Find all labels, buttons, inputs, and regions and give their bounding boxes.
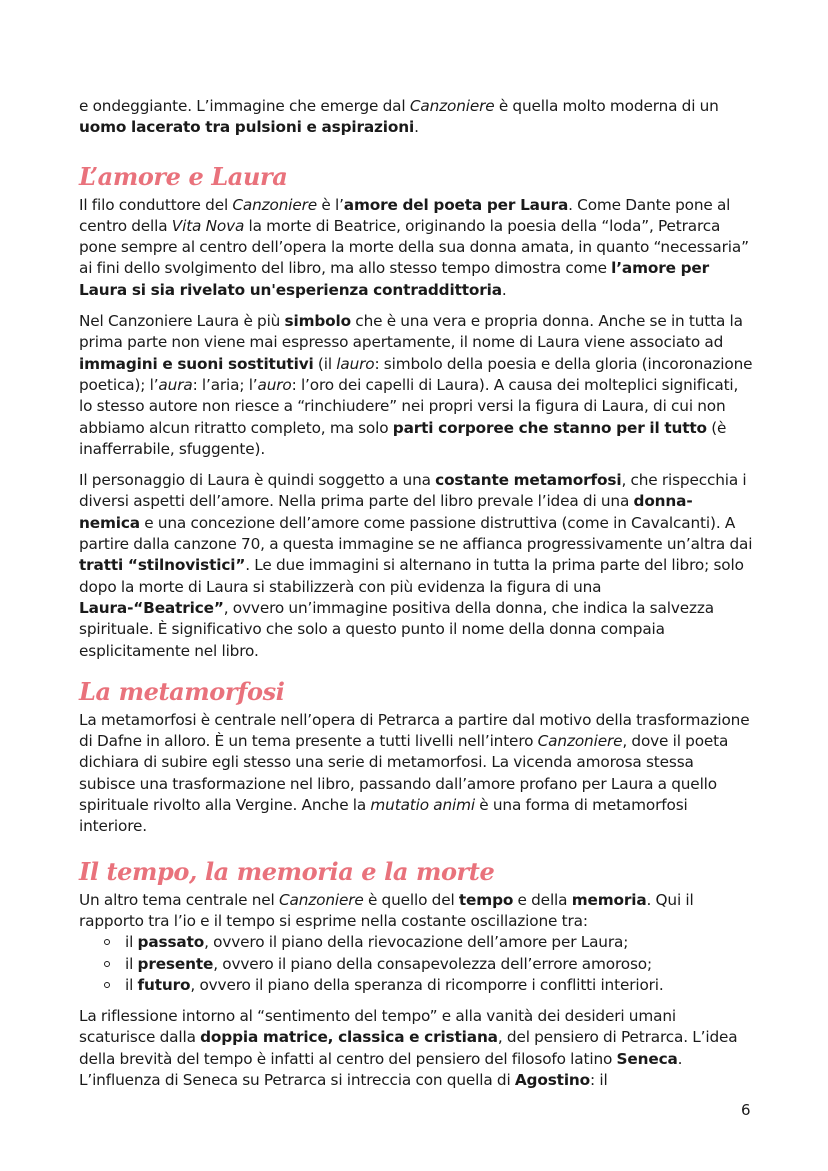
section-heading-metamorfosi: La metamorfosi <box>79 676 285 706</box>
text-run: , dove il poeta dichiara di subire egli stesso una serie di metamorfosi. La vicenda amorosa stessa subisce una trasformazione nel libro, passando dall’amore profano per Laura a quello spirituale rivolto alla Vergine. Anche la <box>79 732 729 815</box>
text-run: , che rispecchia i diversi aspetti dell’amore. Nella prima parte del libro prevale l’idea di una <box>79 471 747 511</box>
bold-text: donna-nemica <box>79 492 693 532</box>
paragraph <box>79 470 753 662</box>
italic-text: Canzoniere <box>278 890 364 909</box>
text-run: . Le due immagini si alternano in tutta la prima parte del libro; solo dopo la morte di Laura si stabilizzerà con più evidenza la figura di una <box>79 556 744 596</box>
intro-paragraph <box>79 96 753 139</box>
paragraph <box>79 311 753 460</box>
text-run: è una forma di metamorfosi interiore. <box>79 796 688 836</box>
section-heading-amore-laura: L’amore e Laura <box>79 161 288 191</box>
text-run: Nel Canzoniere Laura è più <box>79 312 285 331</box>
paragraph <box>79 890 753 933</box>
bold-text: immagini e suoni sostitutivi <box>79 354 314 373</box>
bold-text: tempo <box>458 890 514 909</box>
bold-text: Agostino <box>514 1070 591 1089</box>
document-page <box>79 96 753 1101</box>
italic-text: auro <box>257 375 292 394</box>
list-item <box>79 975 753 996</box>
italic-text: Canzoniere <box>409 97 495 115</box>
text-run: . <box>501 280 507 299</box>
bold-text: memoria <box>571 890 647 909</box>
text-run: il <box>125 933 138 952</box>
text-run: , ovvero il piano della consapevolezza dell’errore amoroso; <box>213 954 653 973</box>
italic-text: Canzoniere <box>232 195 318 214</box>
bold-text: simbolo <box>284 312 351 331</box>
bold-text: parti corporee che stanno per il tutto <box>392 418 707 437</box>
text-run: la morte di Beatrice, originando la poesia della “loda”, Petrarca pone sempre al centro dell’opera la morte della sua donna amata, in quanto “necessaria” ai fini dello svolgimento del libro, ma allo stesso tempo dimostra come <box>79 216 749 278</box>
text-run: , del pensiero di Petrarca. L’idea della brevità del tempo è infatti al centro del pensiero del filosofo latino <box>79 1028 738 1068</box>
text-run: La riflessione intorno al “sentimento del tempo” e alla vanità dei desideri umani scaturisce dalla <box>79 1007 676 1047</box>
text-run: è quello del <box>363 890 459 909</box>
text-run: e della <box>513 890 572 909</box>
list-item <box>79 954 753 975</box>
text-run: : l’aria; l’ <box>192 375 258 394</box>
bold-text: tratti “stilnovistici” <box>79 556 246 575</box>
text-run: , ovvero il piano della speranza di ricomporre i conflitti interiori. <box>190 975 664 994</box>
text-run: e ondeggiante. L’immagine che emerge dal <box>79 97 410 115</box>
list-item-text <box>125 933 628 951</box>
text-run: (il <box>313 354 337 373</box>
bold-text: passato <box>137 933 205 952</box>
text-run: , ovvero un’immagine positiva della donna, che indica la salvezza spirituale. È significativo che solo a questo punto il nome della donna compaia esplicitamente nel libro. <box>79 598 714 660</box>
text-run: Il personaggio di Laura è quindi soggetto a una <box>79 471 436 490</box>
text-run: è quella molto moderna di un <box>494 97 719 115</box>
text-run: Un altro tema centrale nel <box>79 890 279 909</box>
bold-text: l’amore per Laura si sia rivelato un'esperienza contraddittoria <box>79 259 710 299</box>
bold-text: presente <box>137 954 214 973</box>
text-run: il <box>125 954 138 973</box>
text-run: . Come Dante pone al centro della <box>79 195 731 235</box>
text-run: che è una vera e propria donna. Anche se in tutta la prima parte non viene mai espresso apertamente, il nome di Laura viene associato ad <box>79 312 743 352</box>
italic-text: aura <box>158 375 193 394</box>
bold-text: uomo lacerato tra pulsioni e aspirazioni <box>79 118 415 137</box>
bold-text: costante metamorfosi <box>435 471 622 490</box>
circle-bullet-icon <box>104 939 110 945</box>
section-heading-tempo-memoria-morte: Il tempo, la memoria e la morte <box>79 856 495 886</box>
list-item-text <box>125 955 652 973</box>
bullet-list <box>79 932 753 996</box>
bold-text: futuro <box>137 975 191 994</box>
text-run: e una concezione dell’amore come passione distruttiva (come in Cavalcanti). A partire dalla canzone 70, a questa immagine se ne affianca progressivamente un’altra dai <box>79 513 753 554</box>
bold-text: Laura-“Beatrice” <box>79 598 224 617</box>
paragraph <box>79 195 753 301</box>
list-item <box>79 932 753 953</box>
text-run: : l’oro dei capelli di Laura). A causa dei molteplici significati, lo stesso autore non riesce a “rinchiudere” nei propri versi la figura di Laura, di cui non abbiamo alcun ritratto completo, ma solo <box>79 375 739 437</box>
text-run: , ovvero il piano della rievocazione dell’amore per Laura; <box>204 933 629 952</box>
italic-text: mutatio animi <box>370 796 475 815</box>
bold-text: Seneca <box>616 1049 678 1068</box>
circle-bullet-icon <box>104 961 110 967</box>
list-item-text <box>125 976 664 994</box>
text-run: (è inafferrabile, sfuggente). <box>79 418 727 458</box>
text-run: il <box>125 975 138 994</box>
italic-text: lauro <box>336 354 375 373</box>
bold-text: amore del poeta per Laura <box>343 195 569 214</box>
text-run: : il <box>590 1070 608 1089</box>
italic-text: Canzoniere <box>537 732 623 751</box>
circle-bullet-icon <box>104 982 110 988</box>
text-run: Il filo conduttore del <box>79 195 233 214</box>
text-run: . Qui il rapporto tra l’io e il tempo si esprime nella costante oscillazione tra: <box>79 890 694 930</box>
page-number: 6 <box>741 1101 751 1119</box>
text-run: . L’influenza di Seneca su Petrarca si intreccia con quella di <box>79 1049 683 1089</box>
text-run: è l’ <box>317 195 344 214</box>
text-run: La metamorfosi è centrale nell’opera di Petrarca a partire dal motivo della trasformazione di Dafne in alloro. È un tema presente a tutti livelli nell’intero <box>79 710 750 751</box>
italic-text: Vita Nova <box>171 216 245 235</box>
paragraph <box>79 1006 753 1091</box>
text-run: : simbolo della poesia e della gloria (incoronazione poetica); l’ <box>79 354 753 394</box>
text-run: . <box>414 118 419 137</box>
bold-text: doppia matrice, classica e cristiana <box>200 1028 498 1047</box>
paragraph <box>79 710 753 838</box>
